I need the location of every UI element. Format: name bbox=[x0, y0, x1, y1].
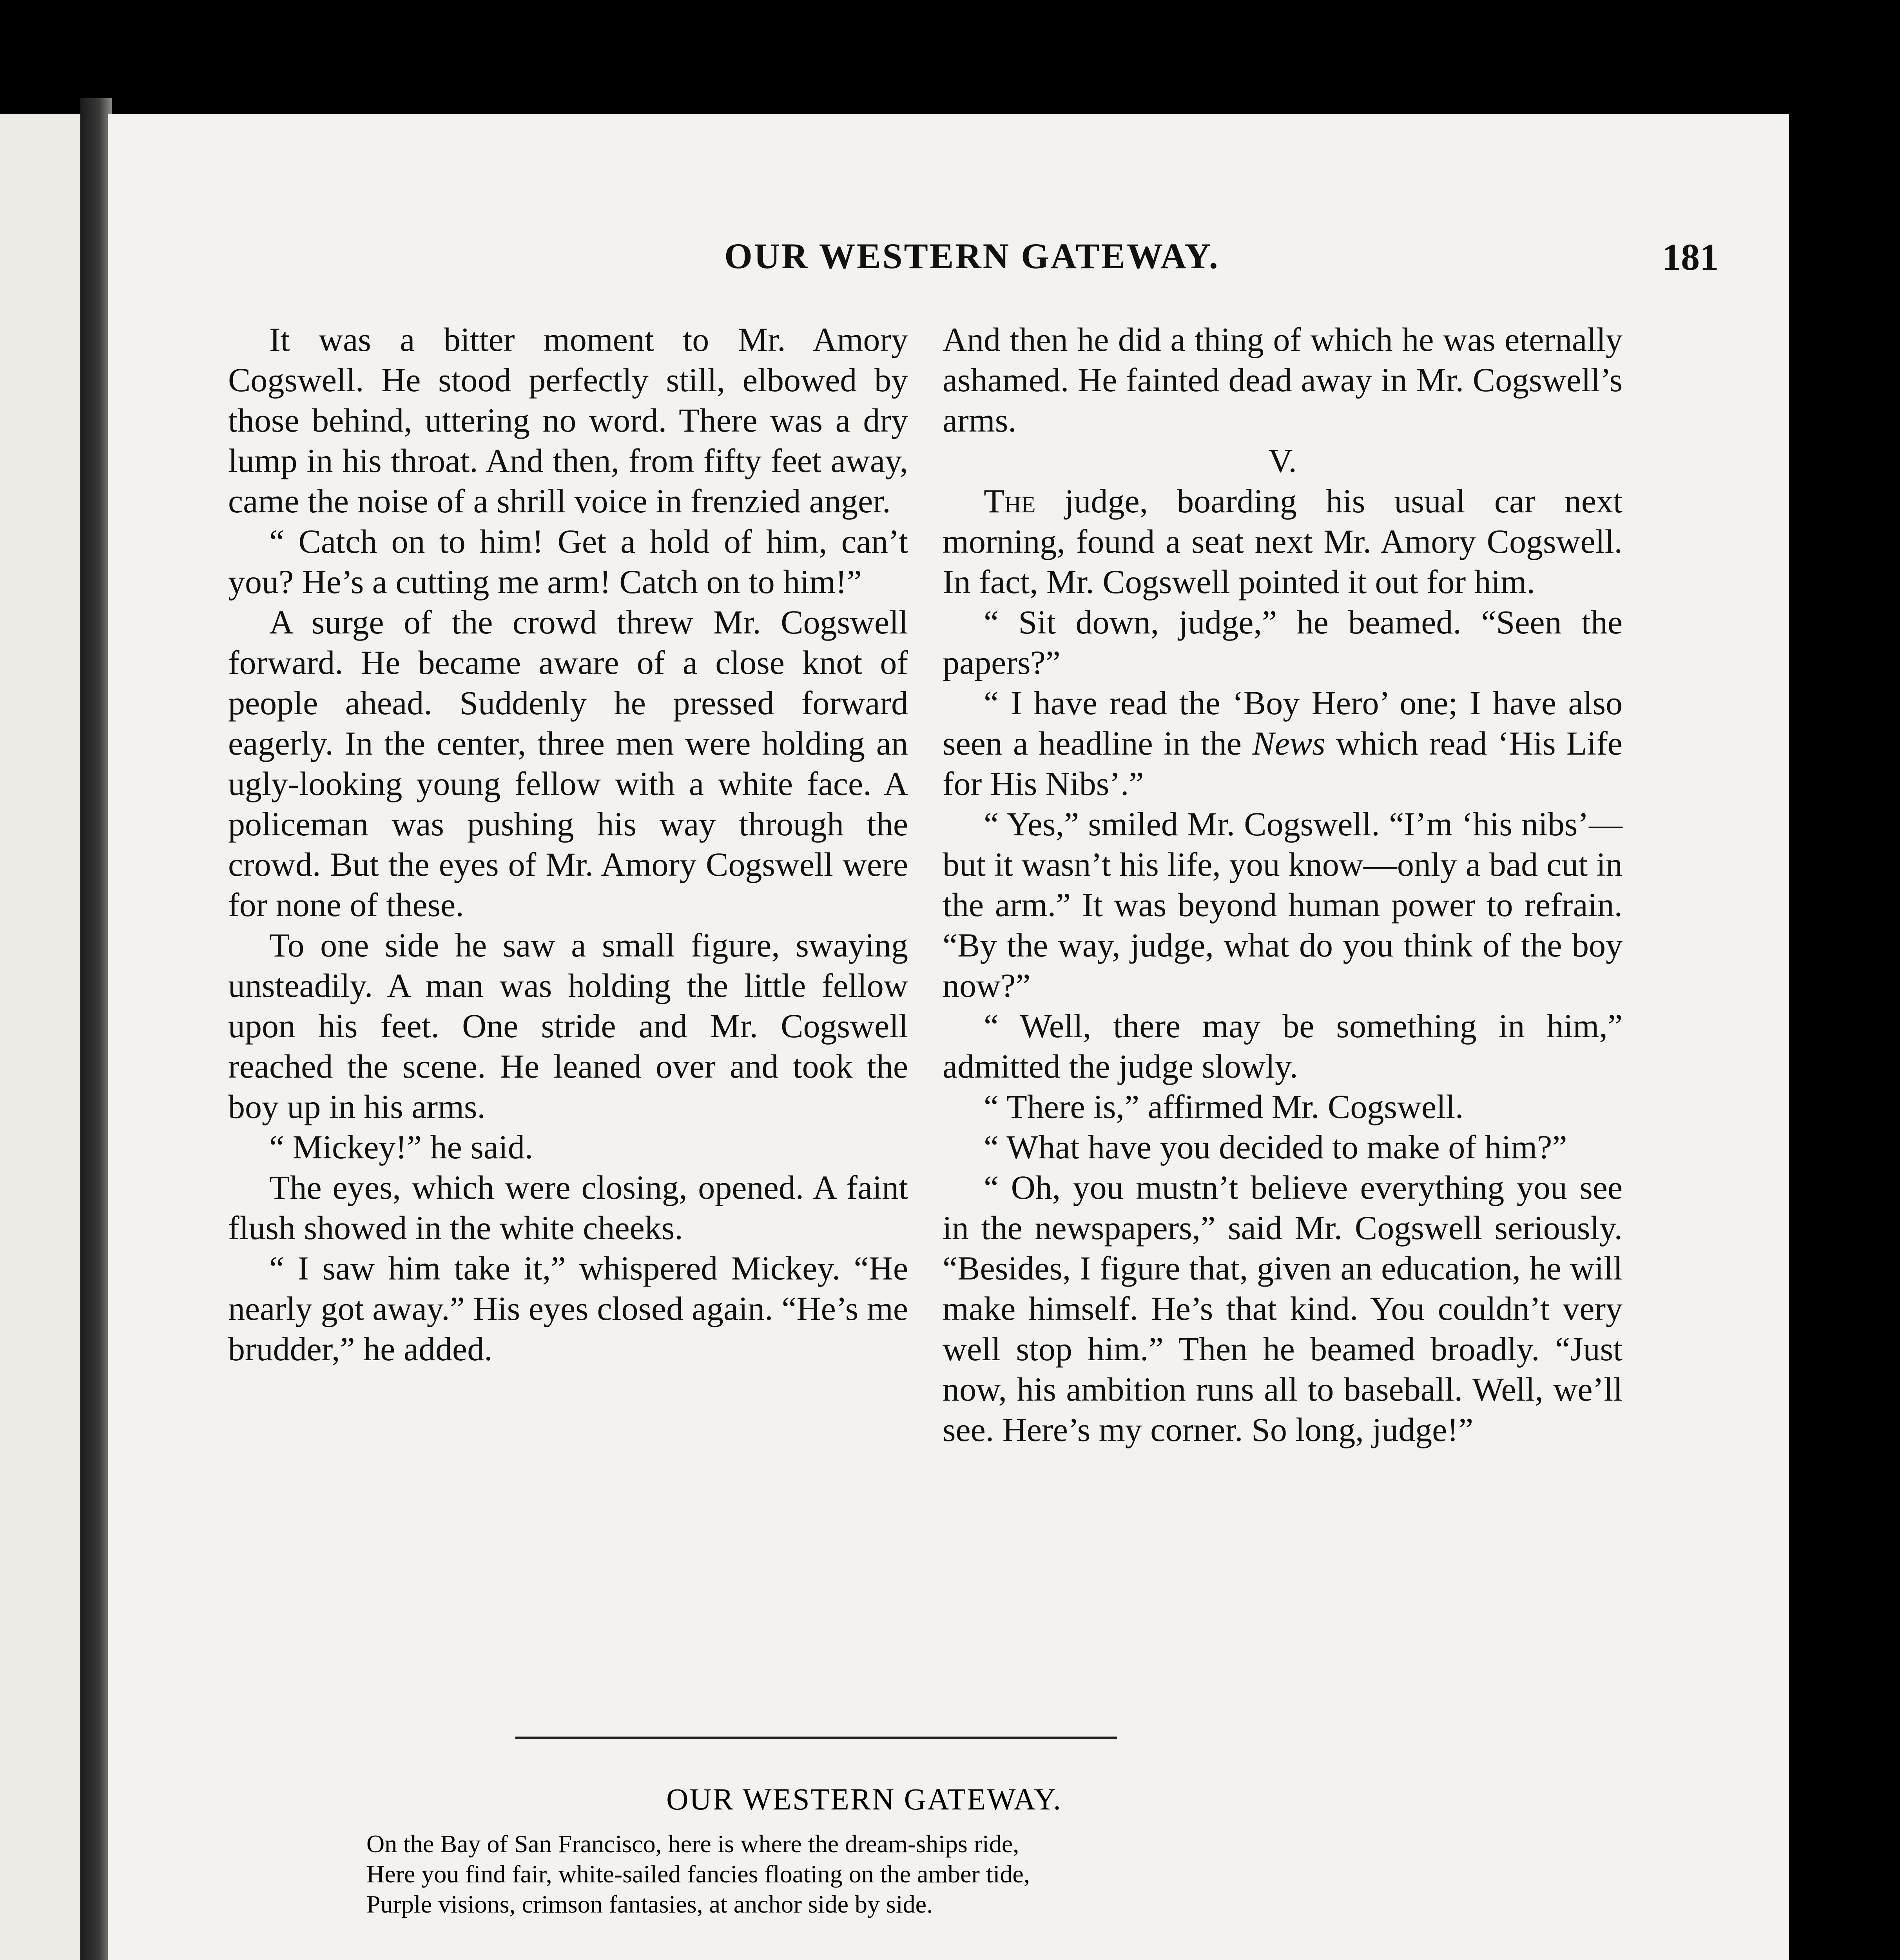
paragraph: To one side he saw a small figure, swaying unsteadily. A man was holding the little fellow upon his feet. One stride and Mr. Cogswell reached the scene. He leaned over and took the boy up in his arms. bbox=[228, 926, 908, 1125]
running-head: OUR WESTERN GATEWAY. bbox=[724, 236, 1220, 276]
paragraph: “ Well, there may be something in him,” admitted the judge slowly. bbox=[943, 1007, 1623, 1085]
paragraph: It was a bitter moment to Mr. Amory Cogswell. He stood perfectly still, elbowed by those behind, uttering no word. There was a dry lump in his throat. And then, from fifty feet away, came the noise of a shrill voice in frenzied anger. bbox=[228, 321, 908, 520]
paragraph-text: judge, boarding his usual car next morning, found a seat next Mr. Amory Cogswell. In fact, Mr. Cogswell pointed it out for him. bbox=[943, 482, 1623, 601]
paragraph: “ Yes,” smiled Mr. Cogswell. “I’m ‘his nibs’—but it wasn’t his life, you know—only a bad cut in the arm.” It was beyond human power to refrain. “By the way, judge, what do you think of the boy now?” bbox=[943, 805, 1623, 1004]
adjacent-page-edge bbox=[0, 114, 80, 1960]
paragraph: “ What have you decided to make of him?” bbox=[984, 1128, 1567, 1166]
poem-title: OUR WESTERN GATEWAY. bbox=[666, 1782, 1062, 1816]
paragraph: “ Sit down, judge,” he beamed. “Seen the papers?” bbox=[943, 603, 1623, 681]
poem bbox=[366, 1829, 1581, 1960]
paragraph-text: “ I have read the ‘Boy Hero’ one; I have also seen a headline in the bbox=[943, 684, 1623, 762]
poem-line: On the Bay of San Francisco, here is where the dream-ships ride, bbox=[366, 1830, 1019, 1858]
section-divider-rule bbox=[515, 1737, 1117, 1739]
paragraph: The eyes, which were closing, opened. A faint flush showed in the white cheeks. bbox=[228, 1169, 908, 1247]
binding-gutter bbox=[80, 98, 112, 1960]
paragraph-text: which read ‘His Life for His Nibs’.” bbox=[943, 724, 1623, 802]
lead-word: The bbox=[984, 482, 1036, 520]
page-header bbox=[225, 235, 1719, 290]
paragraph bbox=[943, 683, 1623, 804]
paragraph: “ Oh, you mustn’t believe everything you see in the newspapers,” said Mr. Cogswell seriously. “Besides, I figure that, given an education, he will make himself. He’s that kind. You couldn’t very well stop him.” Then he beamed broadly. “Just now, his ambition runs all to baseball. Well, we’ll see. Here’s my corner. So long, judge!” bbox=[943, 1169, 1623, 1448]
poem-line: Purple visions, crimson fantasies, at anchor side by side. bbox=[366, 1890, 933, 1918]
page-number: 181 bbox=[1662, 236, 1719, 278]
paragraph: “ Catch on to him! Get a hold of him, can’t you? He’s a cutting me arm! Catch on to him!” bbox=[228, 523, 908, 601]
book-page bbox=[108, 114, 1789, 1960]
paragraph: “ Mickey!” he said. bbox=[269, 1128, 533, 1166]
newspaper-title: News bbox=[1252, 724, 1325, 762]
paragraph: “ There is,” affirmed Mr. Cogswell. bbox=[984, 1088, 1464, 1125]
paragraph: And then he did a thing of which he was eternally ashamed. He fainted dead away in Mr. Cogswell’s arms. bbox=[943, 321, 1623, 439]
poem-stanza bbox=[366, 1829, 1581, 1919]
paragraph: A surge of the crowd threw Mr. Cogswell forward. He became aware of a close knot of people ahead. Suddenly he pressed forward eagerly. In the center, three men were holding an ugly-looking young fellow with a white face. A policeman was pushing his way through the crowd. But the eyes of Mr. Amory Cogswell were for none of these. bbox=[228, 603, 908, 924]
right-column bbox=[943, 319, 1623, 1450]
section-number: V. bbox=[1268, 442, 1297, 479]
paragraph: “ I saw him take it,” whispered Mickey. “He nearly got away.” His eyes closed again. “He’s me brudder,” he added. bbox=[228, 1249, 908, 1368]
poem-line: Here you find fair, white-sailed fancies floating on the amber tide, bbox=[366, 1860, 1030, 1888]
paragraph bbox=[943, 481, 1623, 602]
left-column bbox=[228, 319, 908, 1369]
